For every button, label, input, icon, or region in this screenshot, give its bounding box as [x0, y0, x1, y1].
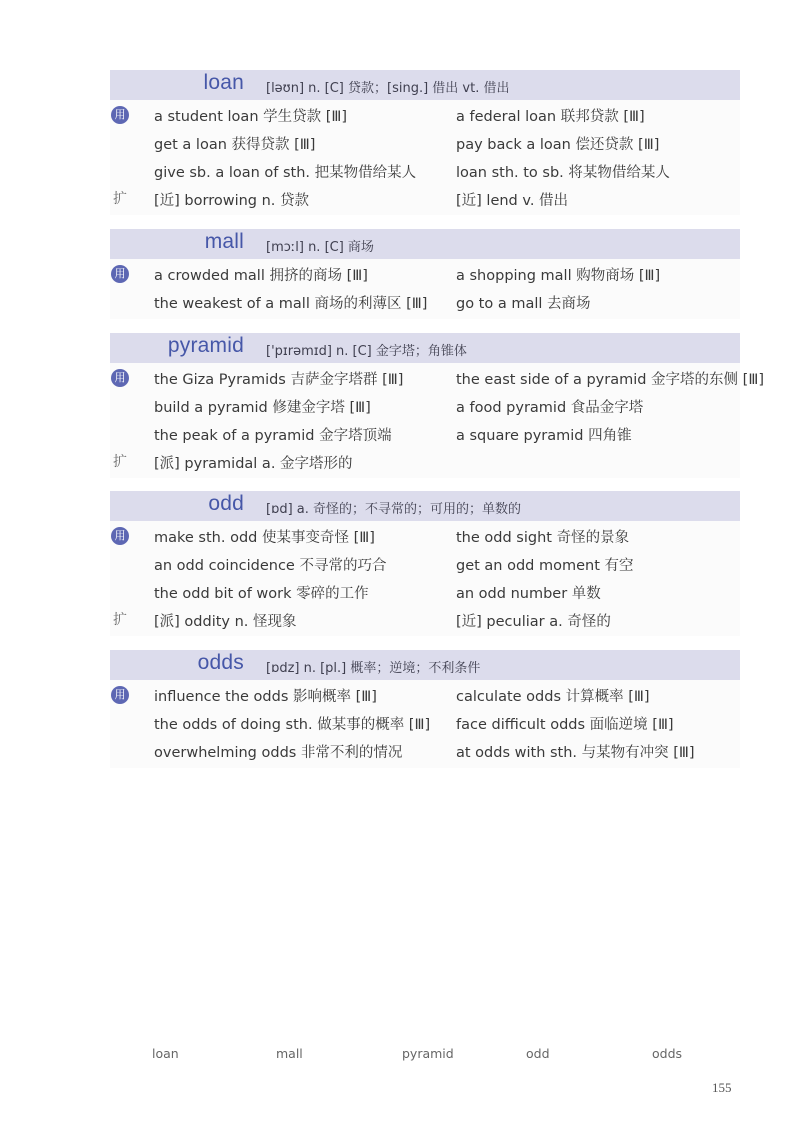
phrase-right: the east side of a pyramid 金字塔的东侧 [Ⅲ] — [456, 372, 764, 388]
phrase-right: a shopping mall 购物商场 [Ⅲ] — [456, 268, 661, 284]
tab-pyramid: pyramid — [402, 1046, 454, 1061]
definition: [mɔːl] n. [C] 商场 — [266, 240, 374, 255]
entry-body — [110, 521, 740, 636]
tab-mall: mall — [276, 1046, 303, 1061]
extension-row — [110, 185, 740, 213]
entry-mall — [110, 229, 740, 319]
usage-row — [110, 550, 740, 578]
phrase-right: a food pyramid 食品金字塔 — [456, 400, 644, 416]
entry-body — [110, 259, 740, 319]
entry-odd — [110, 491, 740, 636]
entry-header — [110, 333, 740, 363]
phrase-left: overwhelming odds 非常不利的情况 — [154, 745, 403, 761]
usage-row — [110, 522, 740, 550]
phrase-left: [派] pyramidal a. 金字塔形的 — [154, 456, 353, 472]
usage-row — [110, 364, 764, 392]
headword: odds — [197, 651, 244, 674]
phrase-right: the odd sight 奇怪的景象 — [456, 530, 630, 546]
definition: ['pɪrəmɪd] n. [C] 金字塔；角锥体 — [266, 344, 467, 359]
entry-pyramid — [110, 333, 764, 478]
usage-row — [110, 709, 740, 737]
usage-row — [110, 260, 740, 288]
usage-row — [110, 129, 740, 157]
usage-row — [110, 420, 740, 448]
phrase-left: the weakest of a mall 商场的利薄区 [Ⅲ] — [154, 296, 428, 312]
extension-icon: 扩 — [113, 454, 127, 470]
phrase-right: pay back a loan 偿还贷款 [Ⅲ] — [456, 137, 660, 153]
phrase-right: a federal loan 联邦贷款 [Ⅲ] — [456, 109, 645, 125]
extension-icon: 扩 — [113, 612, 127, 628]
usage-row — [110, 101, 740, 129]
tab-odd: odd — [526, 1046, 550, 1061]
headword: loan — [203, 71, 244, 94]
entry-header — [110, 650, 740, 680]
phrase-left: [近] borrowing n. 贷款 — [154, 193, 310, 209]
phrase-right: face difficult odds 面临逆境 [Ⅲ] — [456, 717, 674, 733]
phrase-right: loan sth. to sb. 将某物借给某人 — [456, 165, 670, 181]
entry-header — [110, 229, 740, 259]
usage-icon: 用 — [111, 369, 129, 387]
phrase-right: get an odd moment 有空 — [456, 558, 634, 574]
phrase-left: the odd bit of work 零碎的工作 — [154, 586, 369, 602]
phrase-right: an odd number 单数 — [456, 586, 601, 602]
entry-body — [110, 680, 740, 768]
phrase-right: a square pyramid 四角锥 — [456, 428, 632, 444]
tab-odds: odds — [652, 1046, 683, 1061]
headword: pyramid — [167, 334, 244, 357]
phrase-left: the odds of doing sth. 做某事的概率 [Ⅲ] — [154, 717, 431, 733]
definition: [ləʊn] n. [C] 贷款；[sing.] 借出 vt. 借出 — [266, 81, 510, 96]
page-number: 155 — [712, 1080, 732, 1095]
usage-icon: 用 — [111, 686, 129, 704]
phrase-left: influence the odds 影响概率 [Ⅲ] — [154, 689, 377, 705]
entry-loan — [110, 70, 740, 215]
extension-icon: 扩 — [113, 191, 127, 207]
usage-row — [110, 392, 740, 420]
phrase-left: [派] oddity n. 怪现象 — [154, 614, 297, 630]
usage-row — [110, 157, 740, 185]
extension-row — [110, 448, 740, 476]
phrase-right: calculate odds 计算概率 [Ⅲ] — [456, 689, 650, 705]
entry-body — [110, 100, 740, 215]
phrase-right: [近] lend v. 借出 — [456, 193, 569, 209]
tab-loan: loan — [152, 1046, 179, 1061]
phrase-left: the peak of a pyramid 金字塔顶端 — [154, 428, 392, 444]
definition: [ɒd] a. 奇怪的；不寻常的；可用的；单数的 — [266, 502, 522, 517]
phrase-left: build a pyramid 修建金字塔 [Ⅲ] — [154, 400, 371, 416]
usage-row — [110, 288, 740, 316]
phrase-left: the Giza Pyramids 吉萨金字塔群 [Ⅲ] — [154, 372, 404, 388]
phrase-left: a crowded mall 拥挤的商场 [Ⅲ] — [154, 268, 368, 284]
definition: [ɒdz] n. [pl.] 概率；逆境；不利条件 — [266, 661, 481, 676]
phrase-right: at odds with sth. 与某物有冲突 [Ⅲ] — [456, 745, 695, 761]
usage-icon: 用 — [111, 265, 129, 283]
entry-header — [110, 491, 740, 521]
entry-body — [110, 363, 764, 478]
usage-icon: 用 — [111, 527, 129, 545]
extension-row — [110, 606, 740, 634]
phrase-left: give sb. a loan of sth. 把某物借给某人 — [154, 165, 417, 181]
usage-row — [110, 681, 740, 709]
headword: mall — [204, 230, 244, 253]
phrase-left: make sth. odd 使某事变奇怪 [Ⅲ] — [154, 530, 375, 546]
entry-odds — [110, 650, 740, 768]
phrase-right: go to a mall 去商场 — [456, 296, 591, 312]
headword: odd — [208, 492, 244, 515]
usage-icon: 用 — [111, 106, 129, 124]
phrase-left: an odd coincidence 不寻常的巧合 — [154, 558, 387, 574]
entry-header — [110, 70, 740, 100]
phrase-right: [近] peculiar a. 奇怪的 — [456, 614, 611, 630]
word-index-tabs — [0, 1040, 800, 1068]
phrase-left: get a loan 获得贷款 [Ⅲ] — [154, 137, 316, 153]
usage-row — [110, 578, 740, 606]
usage-row — [110, 737, 740, 765]
phrase-left: a student loan 学生贷款 [Ⅲ] — [154, 109, 348, 125]
